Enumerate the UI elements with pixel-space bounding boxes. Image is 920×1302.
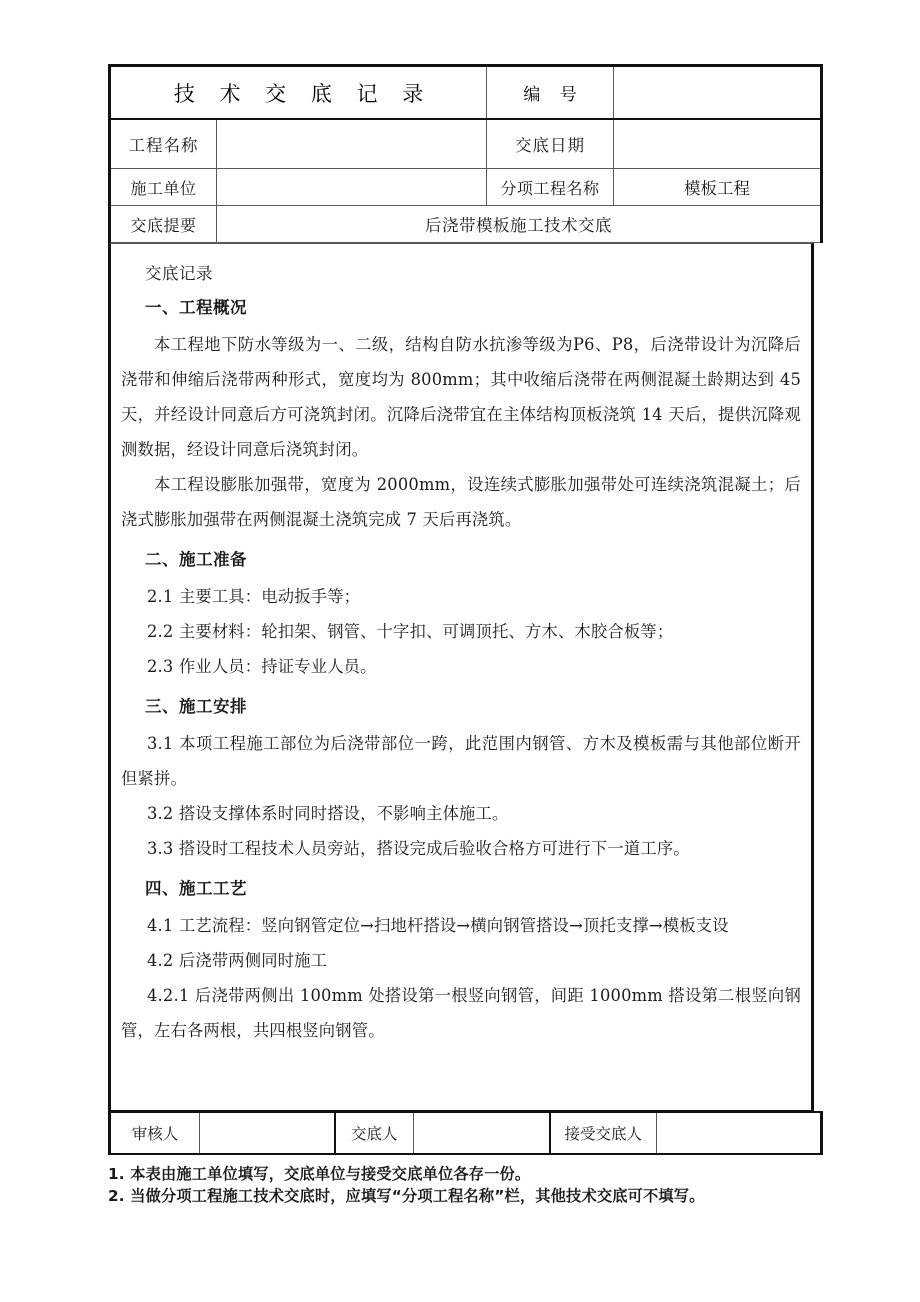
subitem-project-name-value[interactable]: 模板工程	[614, 169, 822, 206]
project-name-value[interactable]	[217, 119, 487, 169]
section-heading-1: 一、工程概况	[145, 298, 247, 317]
table-row	[110, 169, 822, 206]
document-title: 技 术 交 底 记 录	[110, 66, 487, 120]
briefing-date-label: 交底日期	[487, 119, 614, 169]
table-row	[110, 206, 822, 243]
construction-unit-label: 施工单位	[110, 169, 217, 206]
briefing-summary-label: 交底提要	[110, 206, 217, 243]
section-heading-2: 二、施工准备	[145, 550, 247, 569]
footer-note-2: 2. 当做分项工程施工技术交底时，应填写“分项工程名称”栏，其他技术交底可不填写。	[108, 1187, 705, 1205]
footer-notes	[108, 1163, 838, 1207]
section-3-item-3: 3.3 搭设时工程技术人员旁站，搭设完成后验收合格方可进行下一道工序。	[147, 839, 690, 858]
section-2-item-3: 2.3 作业人员：持证专业人员。	[147, 657, 377, 676]
serial-number-label: 编 号	[487, 66, 614, 120]
section-2-item-2: 2.2 主要材料：轮扣架、钢管、十字扣、可调顶托、方木、木胶合板等；	[147, 622, 674, 641]
title-row	[110, 66, 822, 120]
presenter-value[interactable]	[414, 1112, 550, 1154]
reviewer-label: 审核人	[110, 1112, 200, 1154]
reviewer-value[interactable]	[200, 1112, 335, 1154]
section-3-item-1: 3.1 本项工程施工部位为后浇带部位一跨，此范围内钢管、方木及模板需与其他部位断开但紧拼。	[121, 734, 801, 788]
briefing-record-body	[108, 243, 814, 1112]
subitem-project-name-label: 分项工程名称	[487, 169, 614, 206]
section-4-item-3: 4.2.1 后浇带两侧出 100mm 处搭设第一根竖向钢管，间距 1000mm 搭设第二根竖向钢管，左右各两根，共四根竖向钢管。	[121, 986, 801, 1040]
table-row	[110, 119, 822, 169]
section-2-item-1: 2.1 主要工具：电动扳手等；	[147, 587, 361, 606]
project-name-label: 工程名称	[110, 119, 217, 169]
briefing-date-value[interactable]	[614, 119, 822, 169]
signature-table	[108, 1111, 823, 1155]
briefing-summary-value[interactable]: 后浇带模板施工技术交底	[217, 206, 822, 243]
signature-row	[110, 1112, 822, 1154]
presenter-label: 交底人	[335, 1112, 414, 1154]
receiver-value[interactable]	[657, 1112, 822, 1154]
section-4-item-1: 4.1 工艺流程：竖向钢管定位→扫地杆搭设→横向钢管搭设→顶托支撑→模板支设	[147, 916, 729, 935]
footer-note-1: 1. 本表由施工单位填写，交底单位与接受交底单位各存一份。	[108, 1165, 531, 1183]
record-label: 交底记录	[145, 264, 213, 283]
section-3-item-2: 3.2 搭设支撑体系时同时搭设，不影响主体施工。	[147, 804, 509, 823]
section-heading-3: 三、施工安排	[145, 697, 247, 716]
document-page	[108, 64, 820, 1207]
construction-unit-value[interactable]	[217, 169, 487, 206]
header-table	[108, 64, 823, 243]
section-heading-4: 四、施工工艺	[145, 879, 247, 898]
section-4-item-2: 4.2 后浇带两侧同时施工	[147, 951, 328, 970]
section-1-paragraph-2: 本工程设膨胀加强带，宽度为 2000mm，设连续式膨胀加强带处可连续浇筑混凝土；后浇式膨胀加强带在两侧混凝土浇筑完成 7 天后再浇筑。	[121, 475, 801, 529]
section-1-paragraph-1: 本工程地下防水等级为一、二级，结构自防水抗渗等级为P6、P8，后浇带设计为沉降后浇带和伸缩后浇带两种形式，宽度均为 800mm；其中收缩后浇带在两侧混凝土龄期达到 45 天，并经设计同意后方可浇筑封闭。沉降后浇带宜在主体结构顶板浇筑 14 天后，提供沉降观测数据，经设计同意后浇筑封闭。	[121, 335, 801, 459]
receiver-label: 接受交底人	[550, 1112, 657, 1154]
serial-number-value[interactable]	[614, 66, 822, 120]
